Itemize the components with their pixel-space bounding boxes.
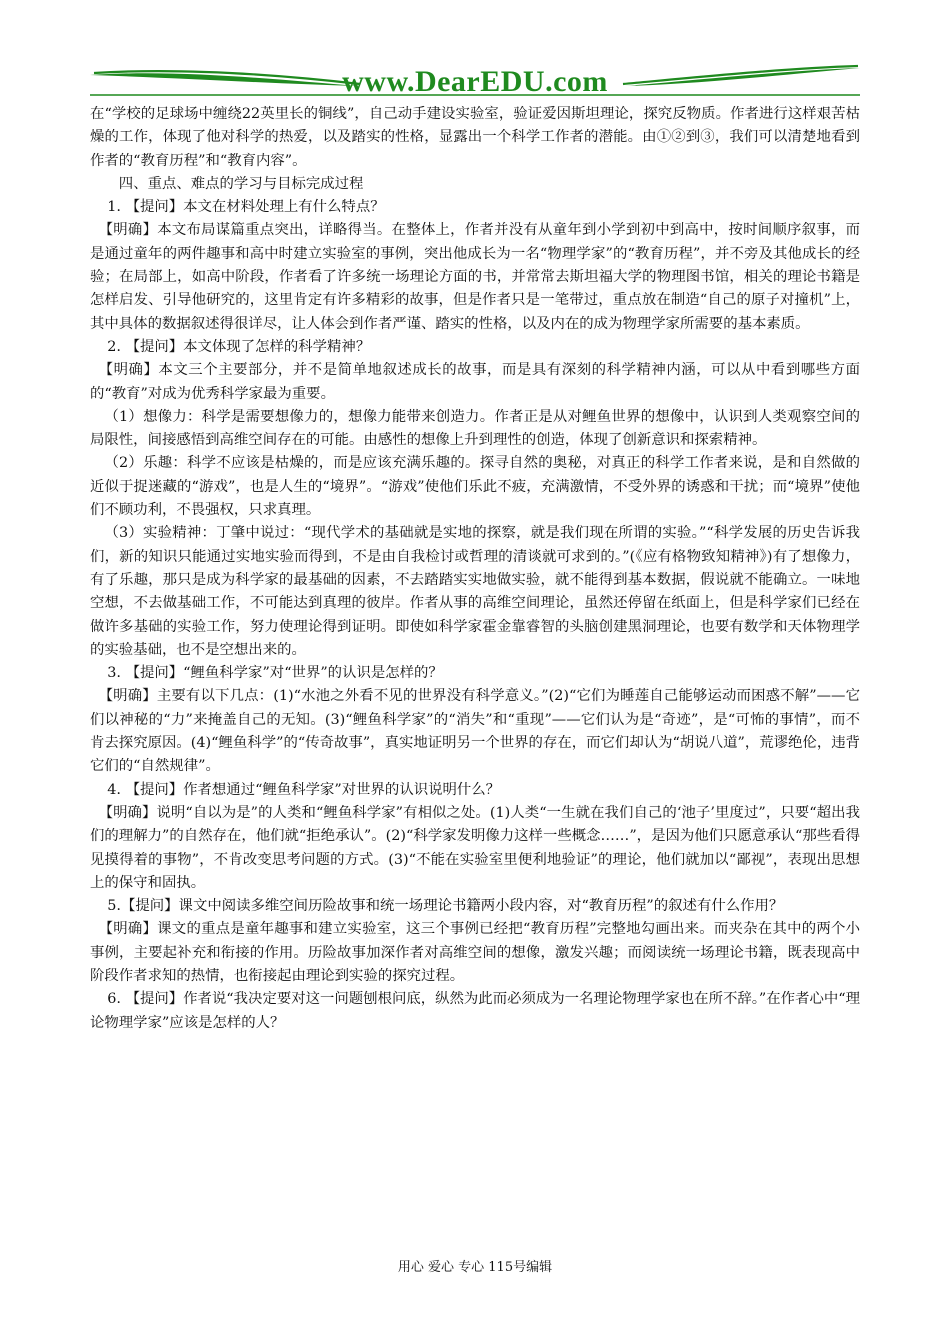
- site-logo: www.DearEDU.com: [342, 65, 608, 98]
- answer-2-point-1: （1）想像力：科学是需要想像力的，想像力能带来创造力。作者正是从对鲤鱼世界的想像中，认识到人类观察空间的局限性，间接感悟到高维空间存在的可能。由感性的想像上升到理性的创造，体现了创新意识和探索精神。: [90, 408, 860, 449]
- question-6: 6. 【提问】作者说“我决定要对这一问题刨根问底，纵然为此而必须成为一名理论物理学家也在所不辞。”在作者心中“理论物理学家”应该是怎样的人？: [90, 991, 860, 1031]
- question-5: 5.【提问】课文中阅读多维空间历险故事和统一场理论书籍两小段内容，对“教育历程”的叙述有什么作用？: [107, 898, 784, 915]
- answer-4: 【明确】说明“自以为是”的人类和“鲤鱼科学家”有相似之处。(1)人类“一生就在我们自己的‘池子’里度过”，只要“超出我们的理解力”的自然存在，他们就“拒绝承认”。(2)“科学家发明像力这样一些概念……”，是因为他们只愿意承认“那些看得见摸得着的事物”，不肯改变思考问题的方式。(3)“不能在实验室里便利地验证”的理论，他们就加以“鄙视”，表现出思想上的保守和固执。: [90, 804, 860, 891]
- section-heading: 四、重点、难点的学习与目标完成过程: [118, 175, 364, 192]
- answer-2-point-3: （3）实验精神：丁肇中说过：“现代学术的基础就是实地的探察，就是我们现在所谓的实验。”“科学发展的历史告诉我们，新的知识只能通过实地实验而得到，不是由自我检讨或哲理的清谈就可求到的。”(《应有格物致知精神》)有了想像力，有了乐趣，那只是成为科学家的最基础的因素，不去踏踏实实地做实验，就不能得到基本数据，假说就不能确立。一味地空想，不去做基础工作，不可能达到真理的彼岸。作者从事的高维空间理论，虽然还停留在纸面上，但是科学家们已经在做许多基础的实验工作，努力使理论得到证明。即使如科学家霍金靠睿智的头脑创建黑洞理论，也要有数学和天体物理学的实验基础，也不是空想出来的。: [90, 525, 860, 658]
- question-1: 1. 【提问】本文在材料处理上有什么特点？: [107, 199, 385, 216]
- question-2: 2. 【提问】本文体现了怎样的科学精神？: [107, 338, 371, 355]
- question-3: 3. 【提问】“鲤鱼科学家”对“世界”的认识是怎样的？: [107, 665, 443, 682]
- answer-2-point-2: （2）乐趣：科学不应该是枯燥的，而是应该充满乐趣的。探寻自然的奥秘，对真正的科学工作者来说，是和自然做的近似于捉迷藏的“游戏”，也是人生的“境界”。“游戏”使他们乐此不疲，充满激情，不受外界的诱惑和干扰；而“境界”使他们不顾功利，不畏强权，只求真理。: [90, 455, 860, 519]
- answer-5: 【明确】课文的重点是童年趣事和建立实验室，这三个事例已经把“教育历程”完整地勾画出来。而夹杂在其中的两个小事例，主要起补充和衔接的作用。历险故事加深作者对高维空间的想像，激发兴趣；而阅读统一场理论书籍，既表现高中阶段作者求知的热情，也衔接起由理论到实验的探究过程。: [90, 921, 860, 984]
- document-body: [90, 103, 860, 1035]
- paragraph: 在“学校的足球场中缠绕22英里长的铜线”，自己动手建设实验室，验证爱因斯坦理论，探究反物质。作者进行这样艰苦枯燥的工作，体现了他对科学的热爱，以及踏实的性格，显露出一个科学工作者的潜能。由①②到③，我们可以清楚地看到作者的“教育历程”和“教育内容”。: [90, 106, 860, 169]
- site-header-banner: [90, 62, 860, 102]
- answer-3: 【明确】主要有以下几点：(1)“水池之外看不见的世界没有科学意义。”(2)“它们为睡莲自己能够运动而困惑不解”——它们以神秘的“力”来掩盖自己的无知。(3)“鲤鱼科学家”的“消失”和“重现”——它们认为是“奇迹”，是“可怖的事情”，而不肯去探究原因。(4)“鲤鱼科学”的“传奇故事”，真实地证明另一个世界的存在，而它们却认为“胡说八道”，荒谬绝伦，违背它们的“自然规律”。: [90, 688, 860, 775]
- page-footer: 用心 爱心 专心 115号编辑: [397, 1260, 553, 1275]
- question-4: 4. 【提问】作者想通过“鲤鱼科学家”对世界的认识说明什么？: [107, 781, 501, 798]
- answer-1: 【明确】本文布局谋篇重点突出，详略得当。在整体上，作者并没有从童年到小学到初中到高中，按时间顺序叙事，而是通过童年的两件趣事和高中时建立实验室的事例，突出他成长为一名“物理学家”的“教育历程”，并不旁及其他成长的经验；在局部上，如高中阶段，作者看了许多统一场理论方面的书，并常常去斯坦福大学的物理图书馆，相关的理论书籍是怎样启发、引导他研究的，这里肯定有许多精彩的故事，但是作者只是一笔带过，重点放在制造“自己的原子对撞机”上，其中具体的数据叙述得很详尽，让人体会到作者严谨、踏实的性格，以及内在的成为物理学家所需要的基本素质。: [90, 222, 860, 332]
- answer-2: 【明确】本文三个主要部分，并不是简单地叙述成长的故事，而是具有深刻的科学精神内涵，可以从中看到哪些方面的“教育”对成为优秀科学家最为重要。: [90, 362, 860, 402]
